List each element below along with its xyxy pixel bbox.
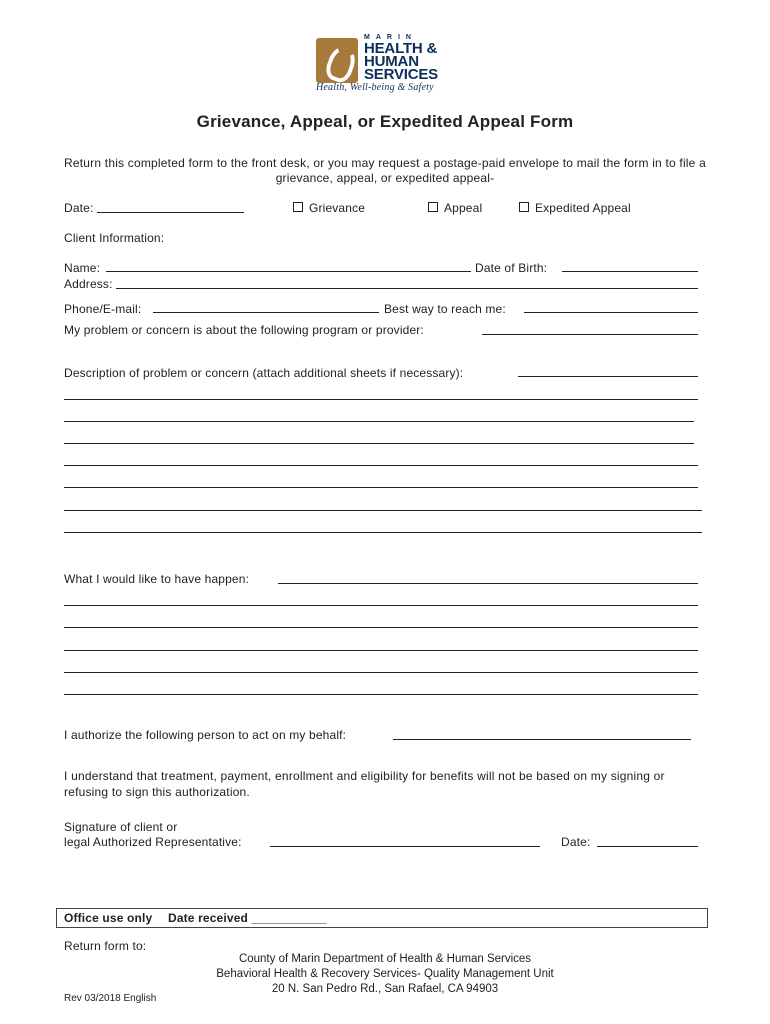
expedited-appeal-checkbox[interactable] — [519, 202, 529, 212]
date-received-label: Date received ___________ — [168, 911, 327, 925]
description-line[interactable] — [64, 465, 698, 466]
program-label: My problem or concern is about the following program or provider: — [64, 323, 424, 337]
signature-date-label: Date: — [561, 835, 591, 849]
logo-mark-icon — [316, 38, 358, 83]
best-way-label: Best way to reach me: — [384, 302, 506, 316]
office-use-label: Office use only — [64, 911, 153, 925]
appeal-checkbox[interactable] — [428, 202, 438, 212]
phone-label: Phone/E-mail: — [64, 302, 142, 316]
description-line[interactable] — [64, 443, 694, 444]
return-label: Return form to: — [64, 939, 147, 953]
address-line-1: County of Marin Department of Health & Human Services — [238, 953, 532, 965]
date-field[interactable] — [97, 212, 244, 213]
phone-field[interactable] — [153, 312, 379, 313]
understand-statement: I understand that treatment, payment, enrollment and eligibility for benefits will not be based on my signing or refusing to sign this authorization. — [64, 769, 665, 799]
happen-line[interactable] — [64, 672, 698, 673]
name-label: Name: — [64, 261, 101, 275]
marin-hhs-logo — [316, 34, 456, 94]
appeal-label: Appeal — [444, 201, 483, 215]
happen-line[interactable] — [64, 694, 698, 695]
description-line[interactable] — [64, 510, 702, 511]
happen-label: What I would like to have happen: — [64, 572, 250, 586]
authorize-label: I authorize the following person to act on my behalf: — [64, 728, 347, 742]
office-use-box — [56, 908, 708, 928]
client-info-heading: Client Information: — [64, 231, 165, 245]
grievance-label: Grievance — [309, 201, 366, 215]
dob-label: Date of Birth: — [475, 261, 548, 275]
form-instructions: Return this completed form to the front desk, or you may request a postage-paid envelope to mail the form in to file a grievance, appeal, or expedited appeal- — [64, 156, 706, 185]
address-label: Address: — [64, 277, 113, 291]
description-line[interactable] — [64, 399, 698, 400]
description-label: Description of problem or concern (attach additional sheets if necessary): — [64, 366, 464, 380]
signature-field[interactable] — [270, 846, 540, 847]
logo-line-2: HUMAN — [364, 53, 419, 70]
form-title: Grievance, Appeal, or Expedited Appeal Form — [196, 112, 574, 131]
happen-line[interactable] — [64, 650, 698, 651]
description-line[interactable] — [64, 421, 694, 422]
description-line[interactable] — [64, 532, 702, 533]
revision-note: Rev 03/2018 English — [64, 993, 157, 1004]
logo-top-word: MARIN — [364, 34, 417, 41]
signature-label-line-2: legal Authorized Representative: — [64, 835, 242, 849]
address-field[interactable] — [116, 288, 698, 289]
logo-line-1: HEALTH & — [364, 40, 438, 57]
logo-tagline: Health, Well-being & Safety — [316, 82, 434, 93]
description-line[interactable] — [64, 487, 698, 488]
dob-field[interactable] — [562, 271, 698, 272]
grievance-checkbox[interactable] — [293, 202, 303, 212]
name-field[interactable] — [106, 271, 471, 272]
authorize-field[interactable] — [393, 739, 691, 740]
program-field[interactable] — [482, 334, 698, 335]
happen-line[interactable] — [64, 605, 698, 606]
address-line-2: Behavioral Health & Recovery Services- Quality Management Unit — [216, 968, 554, 980]
happen-line[interactable] — [64, 627, 698, 628]
expedited-appeal-label: Expedited Appeal — [535, 201, 631, 215]
signature-label-line-1: Signature of client or — [64, 820, 178, 834]
date-label: Date: — [64, 201, 94, 215]
happen-field[interactable] — [278, 583, 698, 584]
return-address — [0, 952, 770, 997]
signature-date-field[interactable] — [597, 846, 698, 847]
address-line-3: 20 N. San Pedro Rd., San Rafael, CA 94903 — [271, 983, 499, 995]
best-way-field[interactable] — [524, 312, 698, 313]
description-field[interactable] — [518, 376, 698, 377]
logo-line-3: SERVICES — [364, 66, 438, 83]
